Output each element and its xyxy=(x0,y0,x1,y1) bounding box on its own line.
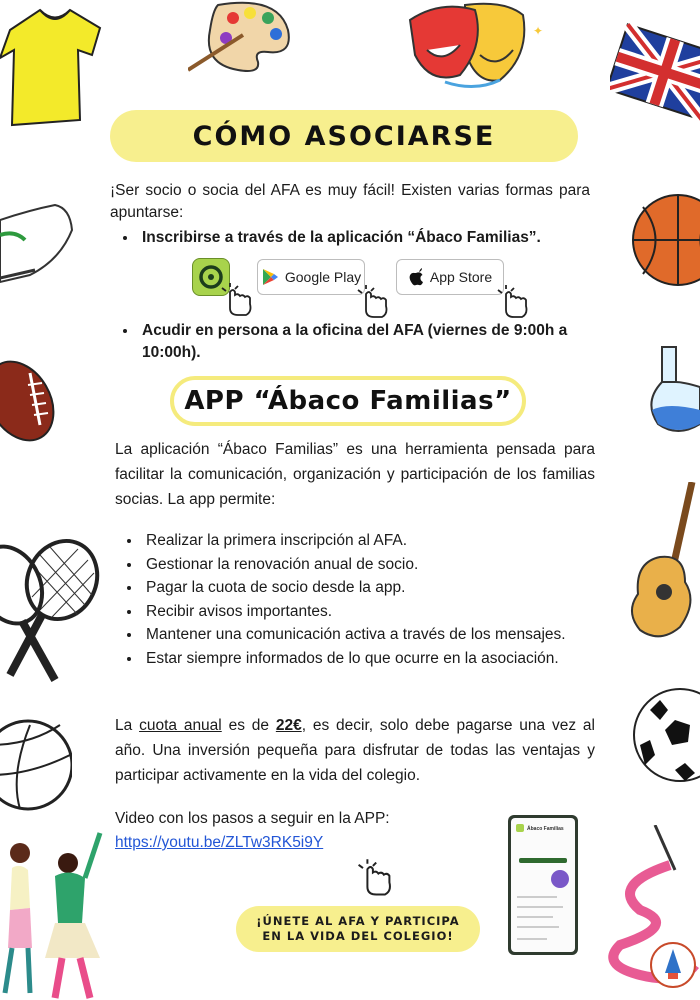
fee-prefix: La xyxy=(115,717,133,734)
svg-text:✦: ✦ xyxy=(533,24,544,38)
cta-line-2: EN LA VIDA DEL COLEGIO! xyxy=(262,929,454,943)
phone-line xyxy=(517,926,559,928)
fee-middle: es de xyxy=(228,717,270,734)
signup-option-app: • Inscribirse a través de la aplicación “Ábaco Familias”. xyxy=(138,227,612,249)
app-description: La aplicación “Ábaco Familias” es una herramienta pensada para facilitar la comunicación, organización y participación de los familias socias. La app permite: xyxy=(115,441,595,508)
fee-amount: 22€ xyxy=(275,717,302,734)
phone-line xyxy=(517,896,557,898)
tap-hand-icon xyxy=(352,284,392,320)
tap-hand-icon xyxy=(492,284,532,320)
tennis-rackets-icon xyxy=(0,535,105,685)
phone-line xyxy=(517,916,553,918)
phone-line xyxy=(517,938,547,940)
theater-masks-icon xyxy=(405,0,555,95)
signup-options-list-2 xyxy=(116,320,612,364)
google-play-button[interactable] xyxy=(257,259,365,295)
section-title-pill xyxy=(110,110,578,162)
fee-rest: , es decir, solo debe pagarse una vez al año. Una inversión pequeña para disfrutar de todas las ventajas y participar activamente en la vida del colegio. xyxy=(115,717,595,784)
tap-hand-icon xyxy=(352,858,396,898)
paint-palette-icon xyxy=(188,0,298,75)
phone-screenshot xyxy=(508,815,578,955)
fee-term: cuota anual xyxy=(139,717,222,734)
sneaker-icon xyxy=(0,200,80,290)
google-play-icon xyxy=(261,268,279,286)
volleyball-icon xyxy=(0,715,72,815)
apple-icon xyxy=(408,268,424,286)
video-label: Video con los pasos a seguir en la APP: xyxy=(115,810,390,827)
phone-app-icon xyxy=(516,824,524,832)
dancers-icon xyxy=(0,828,112,1000)
feature-item: • Realizar la primera inscripción al AFA. xyxy=(142,529,617,553)
phone-line xyxy=(517,906,563,908)
t-shirt-icon xyxy=(0,0,110,130)
soccer-ball-icon xyxy=(630,685,700,785)
signup-options-list xyxy=(116,227,612,249)
video-link[interactable]: https://youtu.be/ZLTw3RK5i9Y xyxy=(115,834,324,851)
app-features-list xyxy=(120,529,617,670)
phone-screen xyxy=(511,818,575,952)
join-cta-banner xyxy=(236,906,480,952)
app-section-title: APP “Ábaco Familias” xyxy=(184,386,512,416)
page-title: CÓMO ASOCIARSE xyxy=(192,120,496,152)
phone-bubble xyxy=(551,870,569,888)
american-football-icon xyxy=(0,355,62,447)
app-store-button[interactable] xyxy=(396,259,504,295)
feature-item: • Gestionar la renovación anual de socio. xyxy=(142,553,617,577)
phone-app-name: Ábaco Familias xyxy=(527,826,564,832)
tap-hand-icon xyxy=(216,282,256,318)
intro-text: ¡Ser socio o socia del AFA es muy fácil! Existen varias formas para apuntarse: xyxy=(110,182,590,221)
school-logo-icon xyxy=(648,935,698,993)
signup-option-office: • Acudir en persona a la oficina del AFA (viernes de 9:00h a 10:00h). xyxy=(138,320,612,364)
app-section-title-pill xyxy=(170,376,526,426)
guitar-icon xyxy=(630,482,700,642)
phone-banner xyxy=(519,858,567,863)
feature-item: • Recibir avisos importantes. xyxy=(142,600,617,624)
cta-line-1: ¡ÚNETE AL AFA Y PARTICIPA xyxy=(256,914,460,928)
app-store-label: App Store xyxy=(429,269,493,285)
google-play-label: Google Play xyxy=(284,269,362,285)
fee-paragraph xyxy=(115,713,595,788)
basketball-icon xyxy=(628,192,700,288)
feature-item: • Pagar la cuota de socio desde la app. xyxy=(142,576,617,600)
flask-icon xyxy=(648,342,700,438)
feature-item: • Estar siempre informados de lo que ocurre en la asociación. xyxy=(142,647,617,671)
uk-flag-icon xyxy=(610,10,700,130)
feature-item: • Mantener una comunicación activa a través de los mensajes. xyxy=(142,623,617,647)
